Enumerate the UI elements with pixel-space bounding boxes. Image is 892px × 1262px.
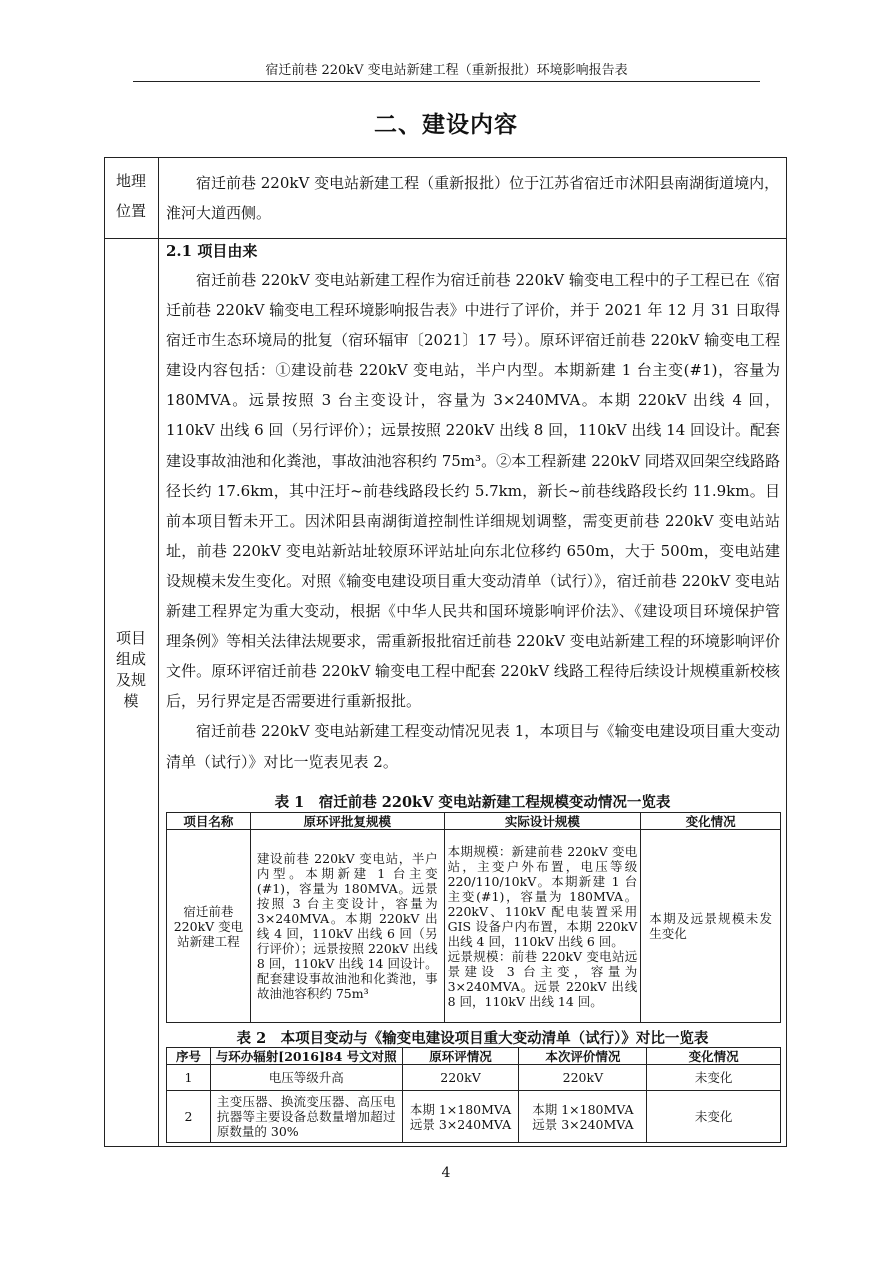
table-header-cell: 本次评价情况: [519, 1048, 647, 1065]
project-label: [104, 628, 158, 712]
geo-text: [166, 168, 780, 228]
actual-current: 本期规模：新建前巷 220kV 变电站，主变户外布置，电压等级 220/110/10kV。本期新建 1 台主变(#1)，容量为 180MVA。220kV、110kV 配电装置采用 GIS 设备户内布置，本期 220kV 出线 4 回，110kV 出线 6 回。: [447, 843, 638, 949]
table1-caption: 表 1 宿迁前巷 220kV 变电站新建工程规模变动情况一览表: [274, 794, 671, 811]
table-row: [167, 1091, 781, 1143]
project-body: [166, 265, 780, 777]
paragraph: 宿迁前巷 220kV 变电站新建工程作为宿迁前巷 220kV 输变电工程中的子工程已在《宿迁前巷 220kV 输变电工程环境影响报告表》中进行了评价，并于 2021 年 12 月 31 日取得宿迁市生态环境局的批复（宿环辐审〔2021〕17 号）。原环评宿迁前巷 220kV 输变电工程建设内容包括：①建设前巷 220kV 变电站，半户内型。本期新建 1 台主变(#1)，容量为 180MVA。远景按照 3 台主变设计，容量为 3×240MVA。本期 220kV 出线 4 回，110kV 出线 6 回（另行评价）；远景按照 220kV 出线 8 回，110kV 出线 14 回设计。配套建设事故油池和化粪池，事故油池容积约 75m³。②本工程新建 220kV 同塔双回架空线路路径长约 17.6km，其中汪圩~前巷线路段长约 5.7km，新长~前巷线路段长约 11.9km。目前本项目暂未开工。因沭阳县南湖街道控制性详细规划调整，需变更前巷 220kV 变电站站址，前巷 220kV 变电站新站址较原环评站址向东北位移约 650m，大于 500m，变电站建设规模未发生变化。对照《输变电建设项目重大变动清单（试行）》，宿迁前巷 220kV 变电站新建工程界定为重大变动，根据《中华人民共和国环境影响评价法》、《建设项目环境保护管理条例》等相关法律法规要求，需重新报批宿迁前巷 220kV 变电站新建工程的环境影响评价文件。原环评宿迁前巷 220kV 输变电工程中配套 220kV 线路工程待后续设计规模重新校核后，另行界定是否需要进行重新报批。: [166, 271, 781, 711]
table-header-cell: 变化情况: [647, 1048, 781, 1065]
label-column-divider: [158, 157, 159, 1147]
table-cell-original: 建设前巷 220kV 变电站，半户内型。本期新建 1 台主变(#1)，容量为 180MVA。远景按照 3 台主变设计，容量为 3×240MVA。本期 220kV 出线 4 回，110kV 出线 6 回（另行评价）；远景按照 220kV 出线 8 回，110kV 出线 14 回设计。配套建设事故油池和化粪池，事故油池容积约 75m³: [250, 830, 444, 1023]
table-cell-no: 1: [167, 1065, 211, 1091]
table-header-cell: 与环办辐射[2016]84 号文对照: [210, 1048, 402, 1065]
table-cell-current: [519, 1091, 647, 1143]
table-header-cell: 变化情况: [641, 813, 781, 830]
table-cell-actual: [444, 830, 641, 1023]
value-line: 本期 1×180MVA: [409, 1101, 512, 1117]
geo-text-line: 淮河大道西侧。: [166, 204, 272, 222]
table-header-cell: 原环评情况: [402, 1048, 519, 1065]
geo-text-line: 宿迁前巷 220kV 变电站新建工程（重新报批）位于江苏省宿迁市沭阳县南湖街道境内，: [196, 174, 780, 192]
value-line: 远景 3×240MVA: [532, 1116, 634, 1132]
table-cell-change: 本期及远景规模未发生变化: [641, 830, 781, 1023]
table-cell-original: 220kV: [402, 1065, 519, 1091]
table-header-cell: 项目名称: [167, 813, 251, 830]
project-label-line: 组成: [115, 650, 146, 668]
table-cell-original: [402, 1091, 519, 1143]
table2: [166, 1047, 781, 1143]
row-divider: [104, 238, 787, 239]
table-cell-item: 主变压器、换流变压器、高压电抗器等主要设备总数量增加超过原数量的 30%: [210, 1091, 402, 1143]
table-row: [167, 830, 781, 1023]
running-header: 宿迁前巷 220kV 变电站新建工程（重新报批）环境影响报告表: [265, 63, 628, 78]
subsection-heading: 2.1 项目由来: [166, 242, 258, 260]
project-label-line: 项目: [115, 629, 146, 647]
header-rule: [133, 81, 760, 82]
section-title: 二、建设内容: [374, 111, 518, 138]
paragraph: 宿迁前巷 220kV 变电站新建工程变动情况见表 1，本项目与《输变电建设项目重大变动清单（试行）》对比一览表见表 2。: [166, 722, 780, 771]
project-label-line: 及规: [115, 671, 146, 689]
geo-label: [104, 166, 158, 226]
table1: [166, 812, 781, 1023]
table-cell-change: 未变化: [647, 1091, 781, 1143]
actual-future: 远景规模：前巷 220kV 变电站远景建设 3 台主变，容量为 3×240MVA。远景 220kV 出线 8 回，110kV 出线 14 回。: [447, 948, 638, 1009]
project-label-line: 模: [123, 692, 139, 710]
table-row: [167, 1065, 781, 1091]
table-cell-current: 220kV: [519, 1065, 647, 1091]
table-header-row: [167, 1048, 781, 1065]
value-line: 本期 1×180MVA: [532, 1101, 634, 1117]
table-header-cell: 原环评批复规模: [250, 813, 444, 830]
geo-label-line: 地理: [115, 172, 146, 190]
value-line: 远景 3×240MVA: [409, 1116, 512, 1132]
table-header-cell: 实际设计规模: [444, 813, 641, 830]
table-cell-no: 2: [167, 1091, 211, 1143]
table-header-cell: 序号: [167, 1048, 211, 1065]
geo-label-line: 位置: [115, 202, 146, 220]
table-cell-item: 电压等级升高: [210, 1065, 402, 1091]
table-cell-name: 宿迁前巷 220kV 变电站新建工程: [167, 830, 251, 1023]
table-cell-change: 未变化: [647, 1065, 781, 1091]
table2-caption: 表 2 本项目变动与《输变电建设项目重大变动清单（试行）》对比一览表: [236, 1030, 709, 1047]
table-header-row: [167, 813, 781, 830]
page-number: 4: [441, 1165, 451, 1181]
